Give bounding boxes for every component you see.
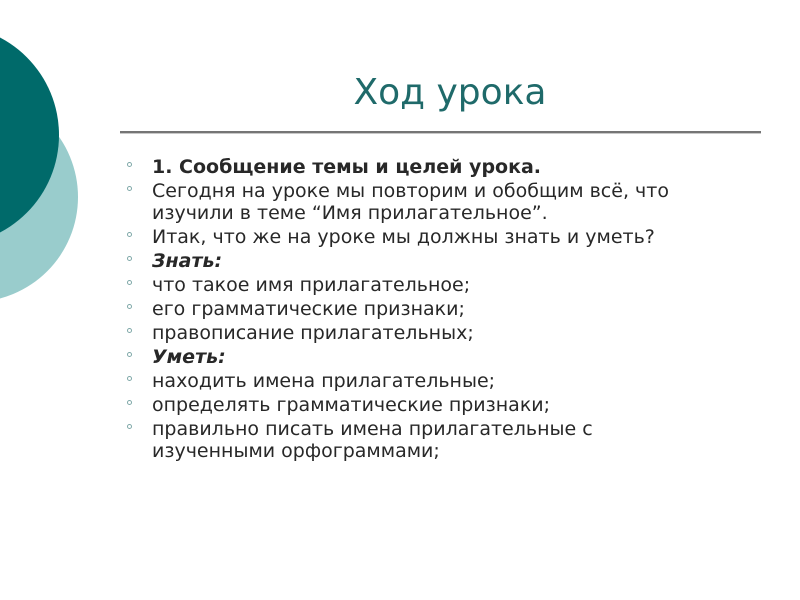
circle-bullet-icon [127, 280, 132, 285]
list-item-text: находить имена прилагательные; [152, 370, 496, 392]
circle-bullet-icon [127, 328, 132, 333]
list-item [152, 418, 657, 462]
list-item-text: Знать: [152, 250, 223, 272]
slide-title: Ход урока [353, 72, 547, 113]
list-item [152, 180, 732, 224]
list-item [152, 394, 732, 416]
list-item [152, 250, 732, 272]
bullet-list [152, 156, 732, 464]
circle-bullet-icon [127, 186, 132, 191]
list-item [152, 226, 732, 248]
circle-bullet-icon [127, 424, 132, 429]
list-item [152, 322, 732, 344]
circle-bullet-icon [127, 256, 132, 261]
list-item [152, 274, 732, 296]
circle-bullet-icon [127, 352, 132, 357]
title-underline-rule [120, 131, 761, 133]
list-item [152, 370, 732, 392]
circle-bullet-icon [127, 376, 132, 381]
list-item-text: Уметь: [152, 346, 226, 368]
circle-bullet-icon [127, 162, 132, 167]
list-item [152, 156, 732, 178]
list-item-text: правописание прилагательных; [152, 322, 474, 344]
list-item [152, 346, 732, 368]
list-item-text: Сегодня на уроке мы повторим и обобщим всё, что изучили в теме “Имя прилагательное”. [152, 180, 669, 224]
list-item-text: что такое имя прилагательное; [152, 274, 471, 296]
list-item-text: Итак, что же на уроке мы должны знать и уметь? [152, 226, 655, 248]
circle-bullet-icon [127, 232, 132, 237]
circle-bullet-icon [127, 400, 132, 405]
list-item [152, 298, 732, 320]
circle-bullet-icon [127, 304, 132, 309]
list-item-text: определять грамматические признаки; [152, 394, 551, 416]
list-item-text: его грамматические признаки; [152, 298, 465, 320]
list-item-text: правильно писать имена прилагательные с изученными орфограммами; [152, 418, 593, 462]
list-item-text: 1. Сообщение темы и целей урока. [152, 156, 542, 178]
